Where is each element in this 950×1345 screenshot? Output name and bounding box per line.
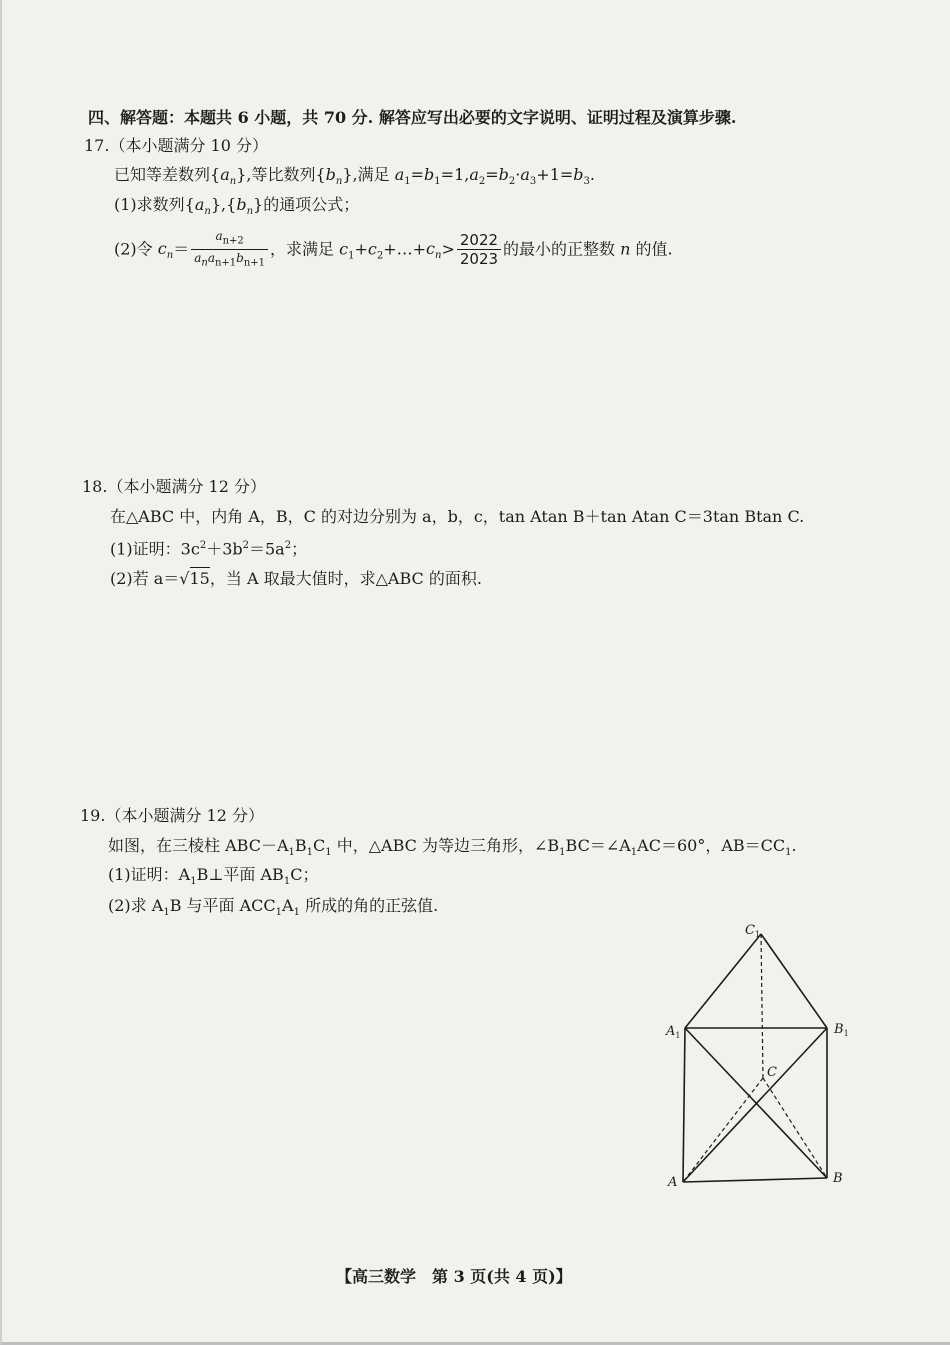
page-footer: 【高三数学 第 3 页(共 4 页)】 bbox=[336, 1267, 572, 1286]
prism-figure bbox=[655, 915, 865, 1195]
q19-statement: 如图，在三棱柱 $ABC-A_1B_1C_1$ 中，△ABC 为等边三角形，$\angle B_1BC=\angle A_1AC=60^\circ$，$AB=CC_1$. bbox=[108, 836, 797, 859]
label-A: A bbox=[668, 1175, 678, 1190]
edge-C1A1 bbox=[685, 934, 761, 1028]
q17-heading: 17.（本小题满分 10 分） bbox=[84, 136, 268, 155]
edge-C1C bbox=[761, 934, 763, 1078]
edge-CA bbox=[683, 1078, 763, 1182]
edge-A1A bbox=[683, 1028, 685, 1182]
q18-part1: (1)证明：$3c^2+3b^2=5a^2$； bbox=[110, 539, 308, 559]
edge-CB bbox=[763, 1078, 827, 1178]
q19-part1: (1)证明：$A_1B\perp$平面 $AB_1C$； bbox=[108, 865, 319, 888]
label-A1: $A_1$ bbox=[666, 1024, 681, 1040]
q17-part2: (2)令 $c_n=$ $\frac{a_{n+2}}{a_na_{n+1}b_{n+1}}$ ，求满足 $c_1+c_2+\dots+c_n>$ $\frac{2022}{2023}$ 的最小的正整数 n 的值. bbox=[114, 228, 673, 274]
edge-AB1 bbox=[683, 1028, 827, 1182]
section-header: 四、解答题：本题共 6 小题，共 70 分. 解答应写出必要的文字说明、证明过程及演算步骤. bbox=[88, 108, 737, 127]
q17-statement: 已知等差数列$\{a_n\}$,等比数列$\{b_n\}$,满足 $a_1=b_1=1,a_2=b_2\cdot a_3+1=b_3$. bbox=[114, 165, 596, 188]
q19-part2: (2)求 $A_1B$ 与平面 $ACC_1A_1$ 所成的角的正弦值. bbox=[108, 896, 439, 919]
edge-C1B1 bbox=[761, 934, 827, 1028]
label-C: C bbox=[767, 1065, 777, 1080]
cn-fraction: $\frac{a_{n+2}}{a_na_{n+1}b_{n+1}}$ bbox=[191, 228, 268, 272]
q18-heading: 18.（本小题满分 12 分） bbox=[82, 477, 266, 496]
label-B: B bbox=[833, 1171, 843, 1186]
q18-part2: (2)若 a＝√15，当 A 取最大值时，求△ABC 的面积. bbox=[110, 569, 482, 588]
q18-statement: 在△ABC 中，内角 A，B，C 的对边分别为 a，b，c，tan Atan B＋tan Atan C＝3tan Btan C. bbox=[110, 507, 805, 526]
q19-heading: 19.（本小题满分 12 分） bbox=[80, 806, 264, 825]
edge-AB bbox=[683, 1178, 827, 1182]
q17-part1: (1)求数列$\{a_n\},\{b_n\}$的通项公式； bbox=[114, 195, 360, 218]
bound-fraction: $\frac{2022}{2023}$ bbox=[457, 231, 501, 268]
label-C1: $C_1$ bbox=[745, 923, 761, 939]
label-B1: $B_1$ bbox=[834, 1022, 849, 1038]
